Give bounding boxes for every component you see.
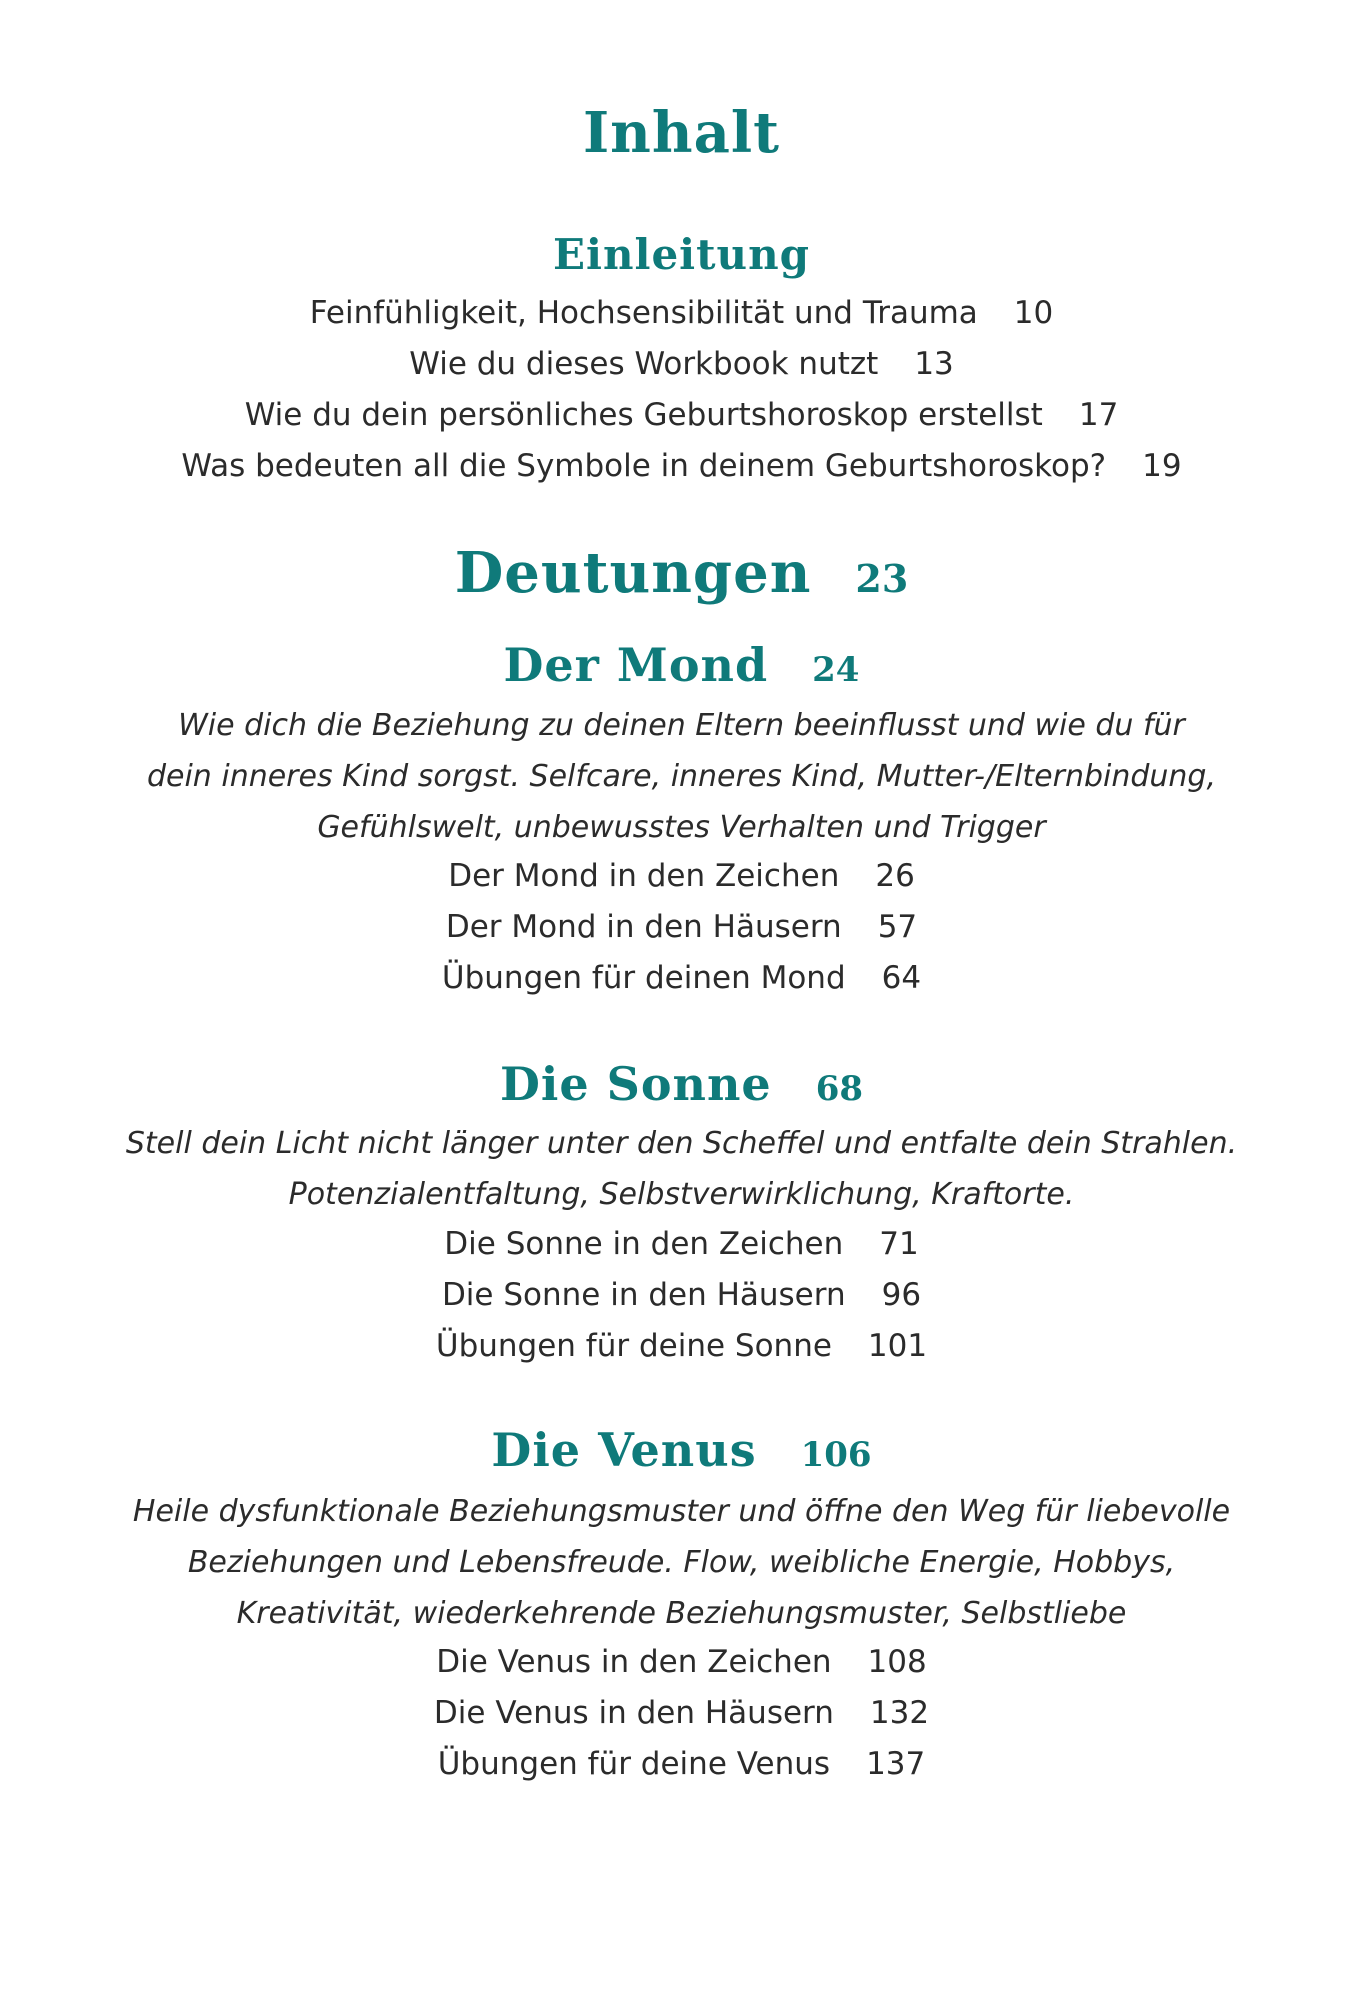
venus-entries (0, 1637, 1363, 1790)
toc-entry-page: 19 (1142, 448, 1182, 484)
toc-entry-page: 132 (869, 1695, 930, 1731)
toc-entry-label: Der Mond in den Häusern (445, 909, 842, 945)
section-heading-venus[interactable] (0, 1423, 1363, 1477)
toc-entry-label: Die Venus in den Häusern (433, 1695, 834, 1731)
toc-entry[interactable] (0, 390, 1363, 441)
toc-entry[interactable] (0, 1637, 1363, 1688)
toc-entry[interactable] (0, 902, 1363, 953)
description-line: Stell dein Licht nicht länger unter den Scheffel und entfalte dein Strahlen. (125, 1126, 1238, 1161)
toc-entry-label: Was bedeuten all die Symbole in deinem Geburtshoroskop? (181, 448, 1107, 484)
deutungen-title: Deutungen (454, 540, 812, 606)
toc-entry[interactable] (0, 1739, 1363, 1790)
venus-page: 106 (800, 1435, 872, 1475)
toc-entry-page: 17 (1078, 397, 1119, 433)
toc-entry-page: 71 (879, 1226, 919, 1262)
description-line: Potenzialentfaltung, Selbstverwirklichung, Kraftorte. (288, 1177, 1075, 1212)
section-heading-mond[interactable] (0, 638, 1363, 692)
toc-entry-label: Die Sonne in den Häusern (441, 1277, 846, 1313)
section-heading-sonne[interactable] (0, 1057, 1363, 1111)
toc-entry[interactable] (0, 288, 1363, 339)
toc-entry-label: Die Sonne in den Zeichen (444, 1226, 844, 1262)
toc-entry-page: 64 (881, 960, 922, 996)
toc-entry-page: 10 (1013, 295, 1054, 331)
description-line: Gefühlswelt, unbewusstes Verhalten und Trigger (317, 810, 1046, 845)
mond-description (0, 700, 1363, 853)
section-heading-einleitung: Einleitung (553, 230, 810, 279)
toc-entry-page: 57 (877, 909, 918, 945)
toc-entry-label: Wie du dein persönliches Geburtshoroskop erstellst (244, 397, 1043, 433)
venus-title: Die Venus (491, 1423, 757, 1477)
section-heading-deutungen[interactable] (0, 540, 1363, 606)
toc-entry-page: 108 (867, 1644, 927, 1680)
description-line: Kreativität, wiederkehrende Beziehungsmuster, Selbstliebe (236, 1596, 1127, 1631)
toc-entry[interactable] (0, 851, 1363, 902)
toc-entry-page: 101 (867, 1328, 928, 1364)
toc-entry[interactable] (0, 1270, 1363, 1321)
toc-entry-page: 96 (881, 1277, 922, 1313)
toc-entry-page: 137 (866, 1746, 926, 1782)
toc-entry-page: 13 (914, 346, 954, 382)
toc-entry[interactable] (0, 1219, 1363, 1270)
sonne-page: 68 (815, 1069, 864, 1109)
sonne-title: Die Sonne (499, 1057, 772, 1111)
toc-entry[interactable] (0, 441, 1363, 492)
venus-description (0, 1486, 1363, 1639)
toc-entry[interactable] (0, 1321, 1363, 1372)
toc-entry-label: Übungen für deine Venus (437, 1746, 831, 1782)
mond-title: Der Mond (503, 638, 769, 692)
toc-entry-label: Der Mond in den Zeichen (448, 858, 840, 894)
toc-entry[interactable] (0, 953, 1363, 1004)
toc-entry-label: Feinfühligkeit, Hochsensibilität und Trauma (309, 295, 978, 331)
page-title: Inhalt (582, 100, 781, 166)
description-line: Wie dich die Beziehung zu deinen Eltern beeinflusst und wie du für (178, 708, 1185, 743)
toc-entry-label: Übungen für deinen Mond (441, 960, 846, 996)
mond-page: 24 (812, 650, 860, 690)
toc-entry-label: Übungen für deine Sonne (435, 1328, 832, 1364)
description-line: dein inneres Kind sorgst. Selfcare, inneres Kind, Mutter-/Elternbindung, (146, 759, 1217, 794)
description-line: Heile dysfunktionale Beziehungsmuster und öffne den Weg für liebevolle (132, 1494, 1231, 1529)
einleitung-entries (0, 288, 1363, 492)
deutungen-page: 23 (855, 556, 909, 601)
toc-entry-page: 26 (875, 858, 915, 894)
toc-entry[interactable] (0, 339, 1363, 390)
sonne-description (0, 1118, 1363, 1220)
mond-entries (0, 851, 1363, 1004)
sonne-entries (0, 1219, 1363, 1372)
toc-entry-label: Wie du dieses Workbook nutzt (409, 346, 879, 382)
description-line: Beziehungen und Lebensfreude. Flow, weibliche Energie, Hobbys, (187, 1545, 1176, 1580)
toc-entry[interactable] (0, 1688, 1363, 1739)
toc-entry-label: Die Venus in den Zeichen (436, 1644, 832, 1680)
